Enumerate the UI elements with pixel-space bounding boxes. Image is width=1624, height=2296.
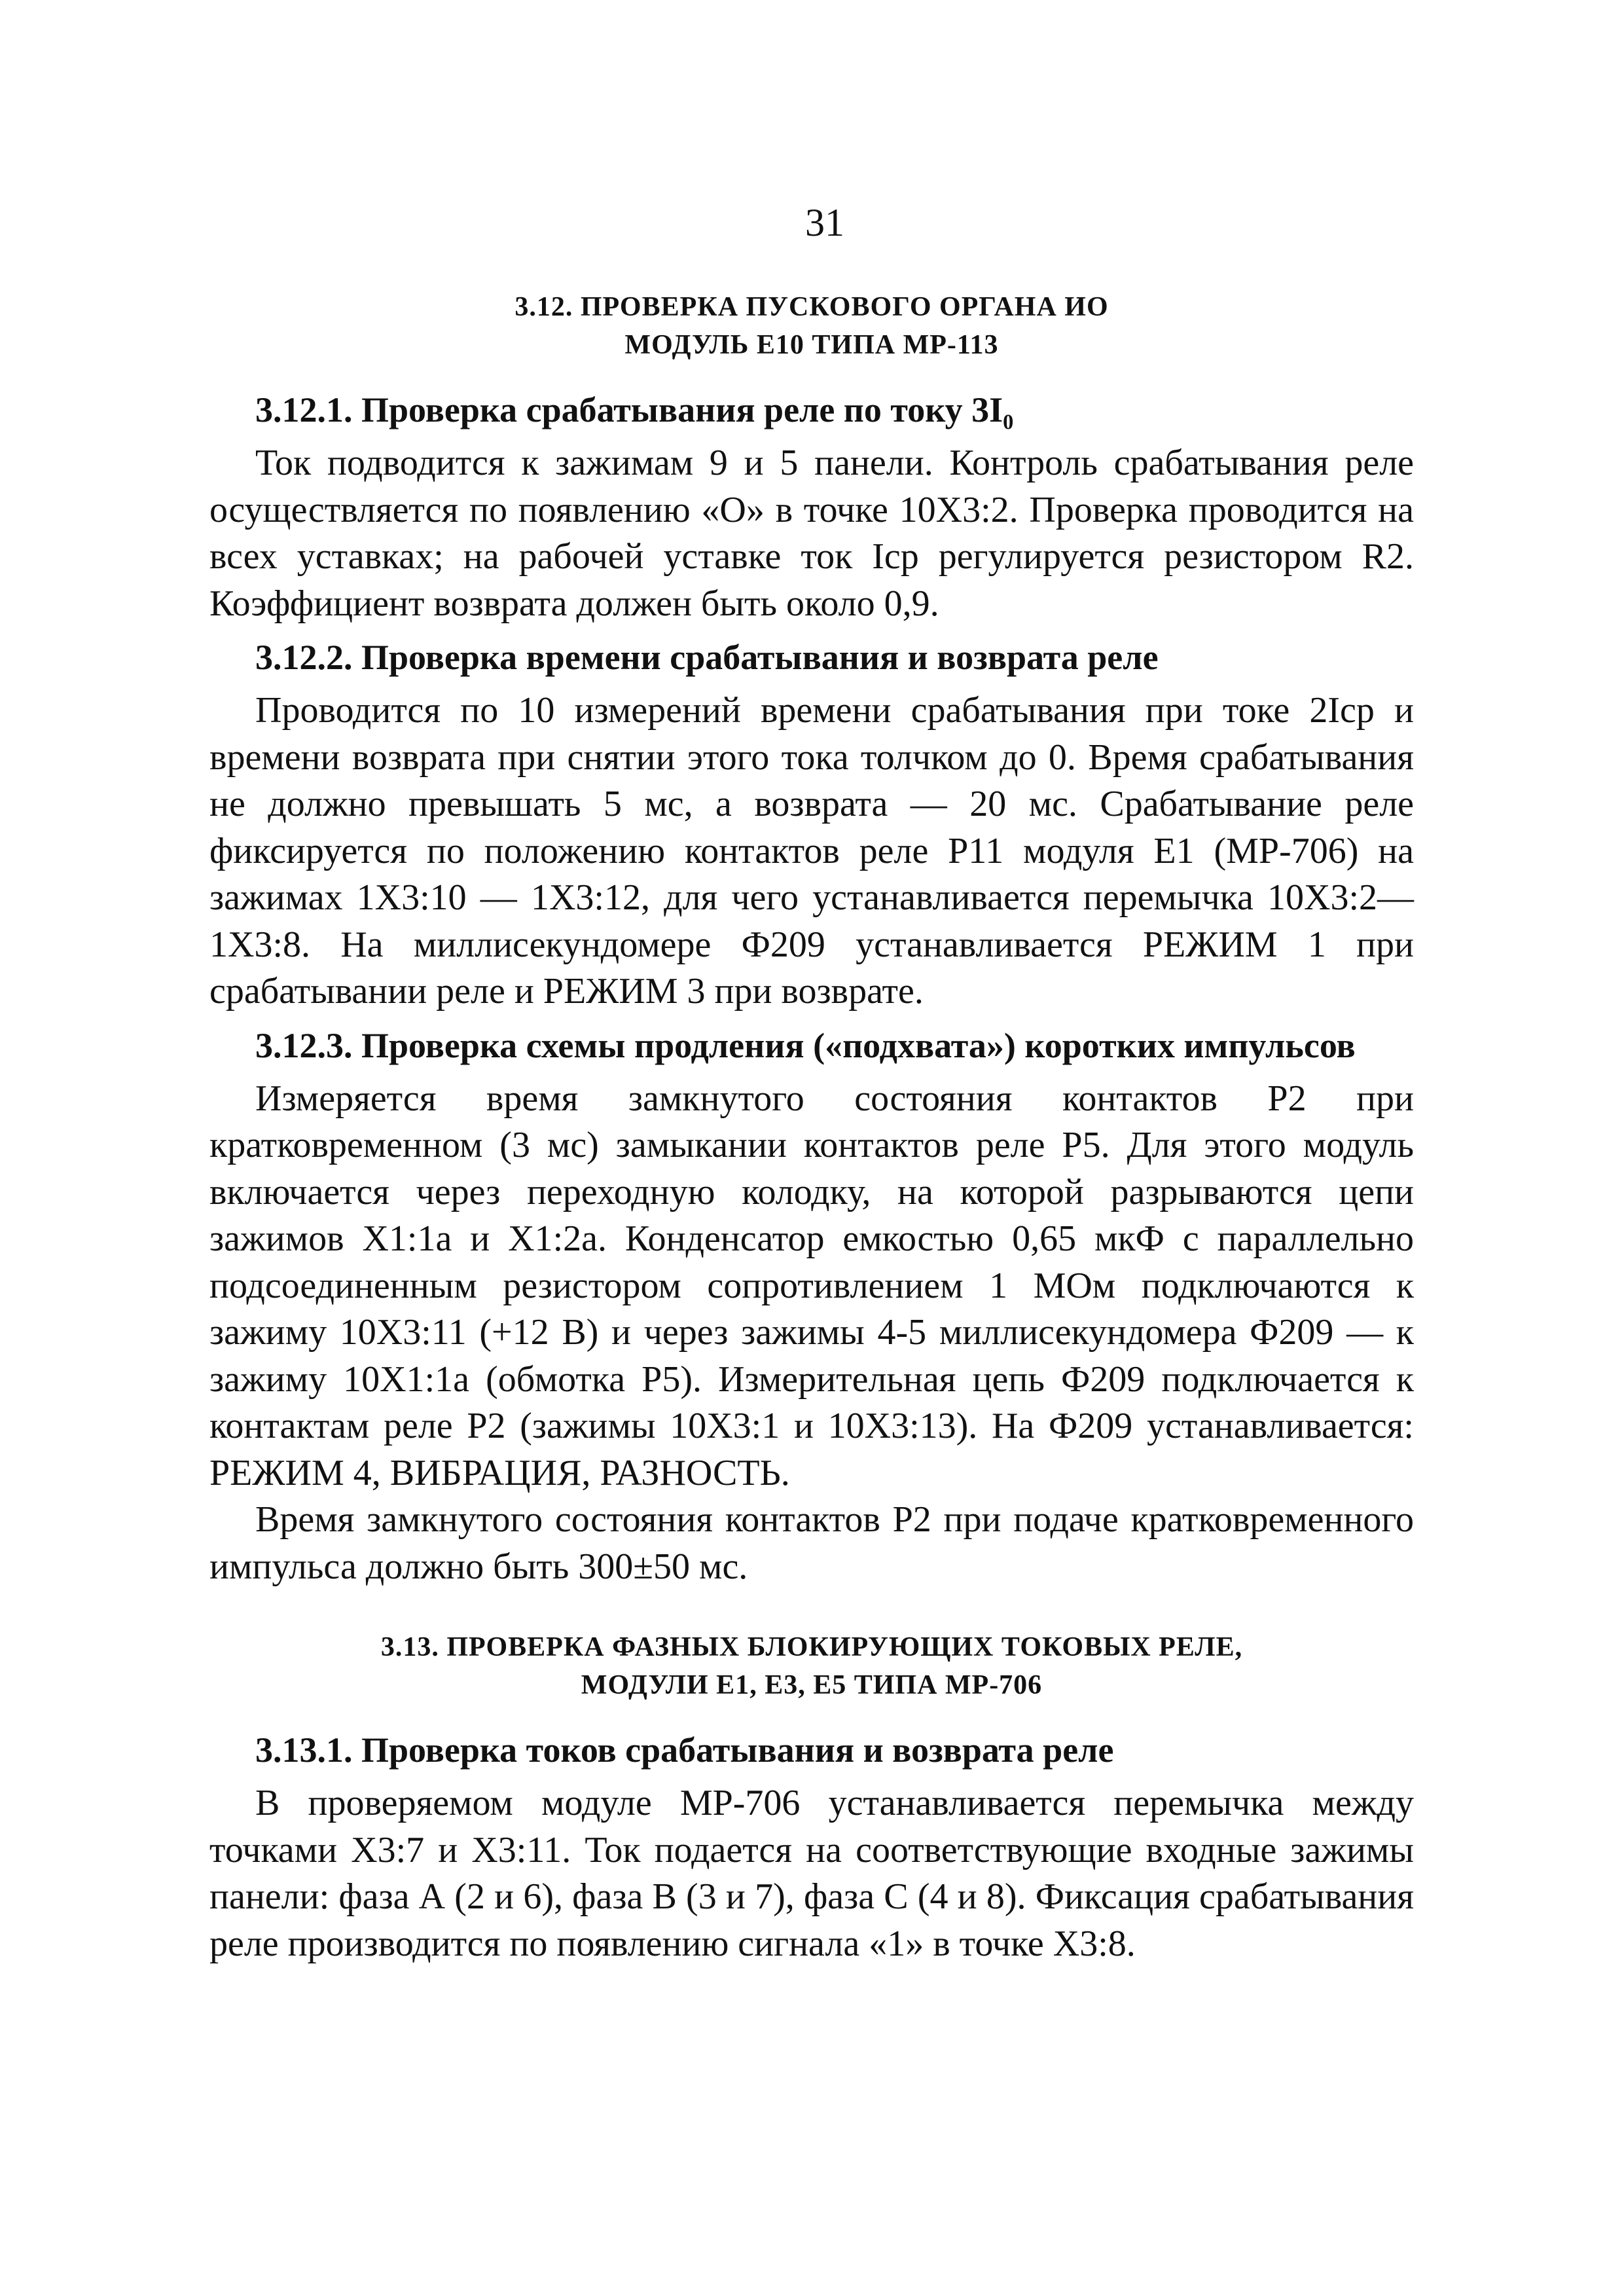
section-title-line: 3.12. ПРОВЕРКА ПУСКОВОГО ОРГАНА ИО	[514, 292, 1109, 322]
paragraph: В проверяемом модуле МР-706 устанавливается перемычка между точками Х3:7 и Х3:11. Ток подается на соответствующие входные зажимы панели: фаза А (2 и 6), фаза В (3 и 7), фаза С (4 и 8). Фиксация срабатывания реле производится по появлению сигнала «1» в точке Х3:8.	[209, 1783, 1414, 1964]
subsection-heading-3-12-2: 3.12.2. Проверка времени срабатывания и возврата реле	[255, 638, 1159, 677]
section-title-line: 3.13. ПРОВЕРКА ФАЗНЫХ БЛОКИРУЮЩИХ ТОКОВЫХ РЕЛЕ,	[380, 1632, 1243, 1662]
paragraph: Измеряется время замкнутого состояния контактов Р2 при кратковременном (3 мс) замыкании контактов реле Р5. Для этого модуль включается через переходную колодку, на которой разрываются цепи зажимов Х1:1а и Х1:2а. Конденсатор емкостью 0,65 мкФ с параллельно подсоединенным резистором сопротивлением 1 МОм подключаются к зажиму 10Х3:11 (+12 В) и через зажимы 4-5 миллисекундомера Ф209 — к зажиму 10Х1:1а (обмотка Р5). Измерительная цепь Ф209 подключается к контактам реле Р2 (зажимы 10Х3:1 и 10Х3:13). На Ф209 устанавливается: РЕЖИМ 4, ВИБРАЦИЯ, РАЗНОСТЬ.	[209, 1078, 1414, 1493]
paragraph: Проводится по 10 измерений времени срабатывания при токе 2Iср и времени возврата при снятии этого тока толчком до 0. Время срабатывания не должно превышать 5 мс, а возврата — 20 мс. Срабатывание реле фиксируется по положению контактов реле Р11 модуля Е1 (МР-706) на зажимах 1Х3:10 — 1Х3:12, для чего устанавливается перемычка 10Х3:2—1Х3:8. На миллисекундомере Ф209 устанавливается РЕЖИМ 1 при срабатывании реле и РЕЖИМ 3 при возврате.	[209, 690, 1414, 1011]
paragraph: Ток подводится к зажимам 9 и 5 панели. Контроль срабатывания реле осуществляется по появлению «О» в точке 10Х3:2. Проверка проводится на всех уставках; на рабочей уставке ток Iср регулируется резистором R2. Коэффициент возврата должен быть около 0,9.	[209, 443, 1414, 624]
page-number: 31	[805, 201, 844, 244]
section-title-3-12	[209, 288, 1414, 364]
subsection-heading-3-12-1: 3.12.1. Проверка срабатывания реле по току 3I₀	[255, 390, 1014, 429]
subsection-heading-3-12-3: 3.12.3. Проверка схемы продления («подхвата») коротких импульсов	[255, 1025, 1356, 1065]
subsection-heading-3-13-1: 3.13.1. Проверка токов срабатывания и возврата реле	[255, 1730, 1114, 1770]
document-page	[209, 196, 1414, 1967]
section-title-3-13	[209, 1628, 1414, 1704]
section-title-line: МОДУЛИ Е1, Е3, Е5 ТИПА МР-706	[581, 1670, 1043, 1700]
section-title-line: МОДУЛЬ Е10 ТИПА МР-113	[624, 330, 999, 360]
paragraph: Время замкнутого состояния контактов Р2 при подаче кратковременного импульса должно быть 300±50 мс.	[209, 1499, 1414, 1587]
